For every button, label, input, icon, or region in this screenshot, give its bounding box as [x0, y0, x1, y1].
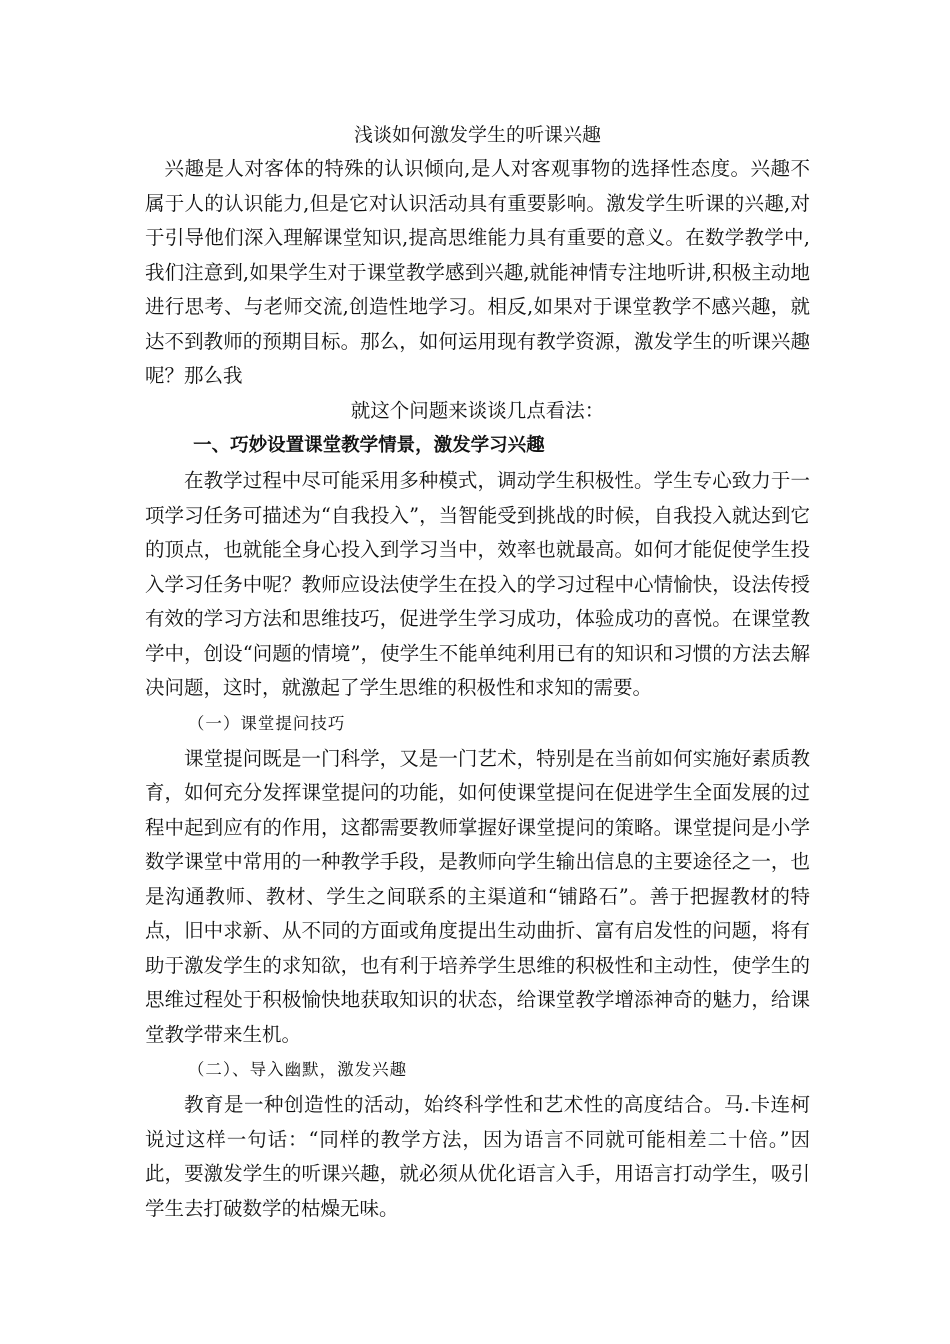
subsection-1-heading: （一）课堂提问技巧 — [187, 713, 346, 733]
intro-last-line: 就这个问题来谈谈几点看法： — [350, 398, 605, 422]
document-title: 浅谈如何激发学生的听课兴趣 — [353, 124, 601, 146]
subsection-1-paragraph: 课堂提问既是一门科学，又是一门艺术，特别是在当前如何实施好素质教育，如何充分发挥课堂提问的功能，如何使课堂提问在促进学生全面发展的过程中起到应有的作用，这都需要教师掌握好课堂提问的策略。课堂提问是小学数学课堂中常用的一种教学手段，是教师向学生输出信息的主要途径之一，也是沟通教师、教材、学生之间联系的主渠道和“铺路石”。善于把握教材的特点，旧中求新、从不同的方面或角度提出生动曲折、富有启发性的问题，将有助于激发学生的求知欲，也有利于培养学生思维的积极性和主动性，使学生的思维过程处于积极愉快地获取知识的状态，给课堂教学增添神奇的魅力，给课堂教学带来生机。 — [145, 746, 810, 1046]
document-body — [145, 120, 810, 1226]
section-1-paragraph: 在教学过程中尽可能采用多种模式，调动学生积极性。学生专心致力于一项学习任务可描述为“自我投入”，当智能受到挑战的时候，自我投入就达到它的顶点，也就能全身心投入到学习当中，效率也就最高。如何才能促使学生投入学习任务中呢？教师应设法使学生在投入的学习过程中心情愉快，设法传授有效的学习方法和思维技巧，促进学生学习成功，体验成功的喜悦。在课堂教学中，创设“问题的情境”，使学生不能单纯利用已有的知识和习惯的方法去解决问题，这时，就激起了学生思维的积极性和求知的需要。 — [145, 469, 810, 699]
section-1-heading: 一、巧妙设置课堂教学情景，激发学习兴趣 — [193, 435, 545, 456]
subsection-2-heading: （二）、导入幽默，激发兴趣 — [187, 1060, 408, 1079]
subsection-2-paragraph: 教育是一种创造性的活动，始终科学性和艺术性的高度结合。马.卡连柯说过这样一句话：“同样的教学方法，因为语言不同就可能相差二十倍。”因此，要激发学生的听课兴趣，就必须从优化语言入手，用语言打动学生，吸引学生去打破数学的枯燥无味。 — [145, 1093, 810, 1220]
intro-paragraph: 兴趣是人对客体的特殊的认识倾向,是人对客观事物的选择性态度。兴趣不属于人的认识能力,但是它对认识活动具有重要影响。激发学生听课的兴趣,对于引导他们深入理解课堂知识,提高思维能力具有重要的意义。在数学教学中,我们注意到,如果学生对于课堂教学感到兴趣,就能神情专注地听讲,积极主动地进行思考、与老师交流,创造性地学习。相反,如果对于课堂教学不感兴趣，就达不到教师的预期目标。那么，如何运用现有教学资源，激发学生的听课兴趣呢？那么我 — [145, 157, 810, 387]
